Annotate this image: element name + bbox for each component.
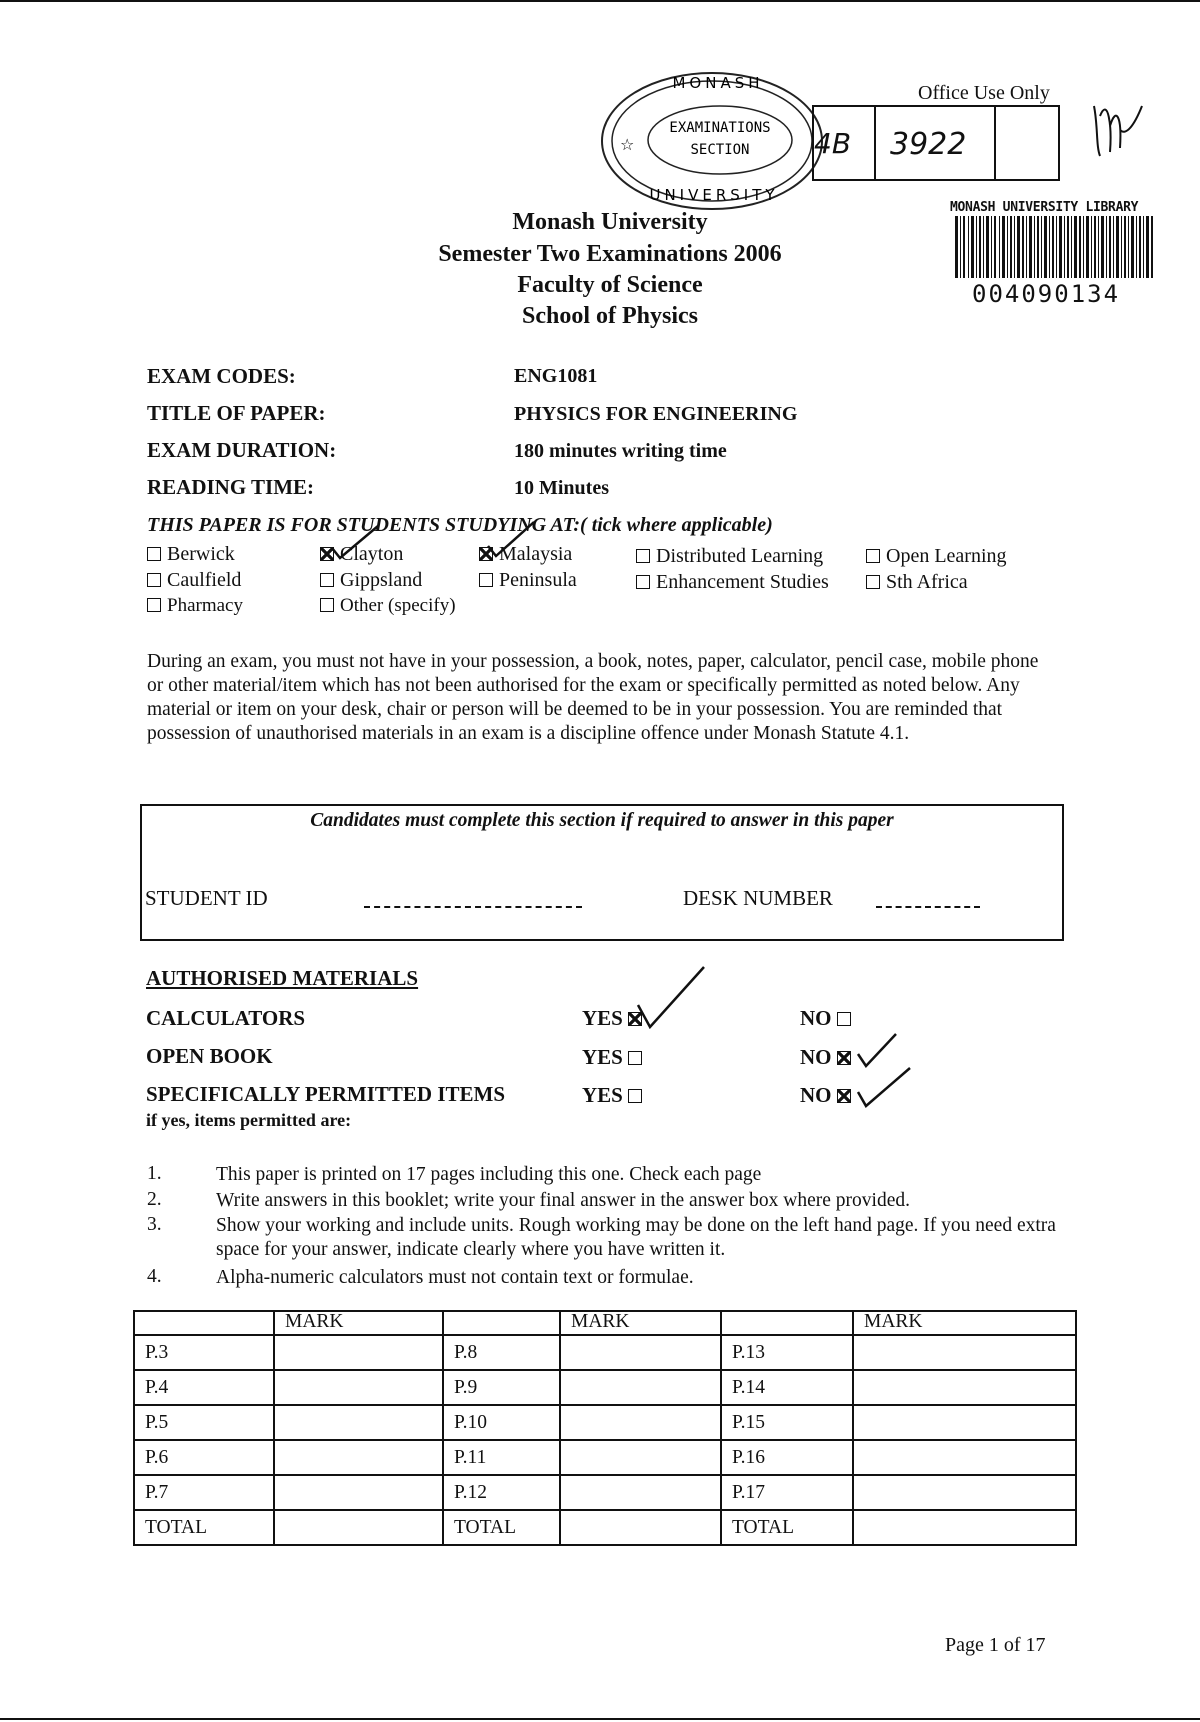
- mark-cell[interactable]: [853, 1405, 1076, 1440]
- exam-codes-label: EXAM CODES:: [147, 364, 296, 388]
- barcode-number: 004090134: [972, 280, 1121, 308]
- campus-gippsland[interactable]: Gippsland: [320, 569, 422, 592]
- campus-sth-africa[interactable]: Sth Africa: [866, 571, 968, 594]
- title-of-paper-value: PHYSICS FOR ENGINEERING: [514, 403, 798, 425]
- table-cell: [443, 1311, 560, 1335]
- mark-header: MARK: [560, 1311, 721, 1335]
- checkbox-icon: [147, 547, 161, 561]
- mark-cell[interactable]: [853, 1335, 1076, 1370]
- table-row: [134, 1335, 1076, 1370]
- stamp-bottom-text: UNIVERSITY: [649, 186, 779, 204]
- calculators-yes[interactable]: YES: [582, 1006, 648, 1031]
- handwritten-tick-icon: [636, 965, 706, 1029]
- office-code-2: 3922: [890, 127, 967, 162]
- page-label: P.7: [134, 1475, 274, 1510]
- mark-cell[interactable]: [274, 1440, 443, 1475]
- office-use-box: [812, 105, 1060, 181]
- mark-cell[interactable]: [560, 1335, 721, 1370]
- page-number: Page 1 of 17: [945, 1634, 1046, 1656]
- checkbox-icon: [837, 1012, 851, 1026]
- handwritten-tick-icon: [856, 1032, 898, 1068]
- table-row: [134, 1370, 1076, 1405]
- mark-cell[interactable]: [853, 1475, 1076, 1510]
- mark-cell[interactable]: [274, 1510, 443, 1545]
- permitted-items-note: if yes, items permitted are:: [146, 1110, 352, 1130]
- specifically-permitted-label: SPECIFICALLY PERMITTED ITEMS: [146, 1082, 506, 1106]
- marks-table: [133, 1310, 1077, 1546]
- page-label: P.8: [443, 1335, 560, 1370]
- instruction-number: 3.: [147, 1214, 162, 1235]
- exam-duration-label: EXAM DURATION:: [147, 438, 337, 462]
- stamp-top-text: MONASH: [672, 74, 764, 92]
- student-id-label: STUDENT ID: [145, 886, 268, 910]
- instruction-text: Alpha-numeric calculators must not contain text or formulae.: [216, 1267, 694, 1288]
- mark-cell[interactable]: [853, 1440, 1076, 1475]
- page-label: P.17: [721, 1475, 853, 1510]
- page-label: P.9: [443, 1370, 560, 1405]
- instruction-number: 4.: [147, 1266, 162, 1287]
- authorised-materials-title: AUTHORISED MATERIALS: [146, 966, 419, 990]
- open-book-no[interactable]: NO: [800, 1045, 857, 1070]
- total-label: TOTAL: [721, 1510, 853, 1545]
- mark-cell[interactable]: [560, 1510, 721, 1545]
- specifically-permitted-yes[interactable]: YES: [582, 1083, 648, 1108]
- mark-cell[interactable]: [560, 1440, 721, 1475]
- instruction-text: This paper is printed on 17 pages including this one. Check each page: [216, 1164, 762, 1185]
- page-label: P.16: [721, 1440, 853, 1475]
- checkbox-icon: [147, 573, 161, 587]
- checkbox-icon: [628, 1089, 642, 1103]
- mark-header: MARK: [274, 1311, 443, 1335]
- page-label: P.15: [721, 1405, 853, 1440]
- checkbox-icon: [628, 1051, 642, 1065]
- applicability-heading: THIS PAPER IS FOR STUDENTS STUDYING AT:( tick where applicable): [147, 514, 773, 536]
- campus-open-learning[interactable]: Open Learning: [866, 545, 1007, 568]
- mark-cell[interactable]: [274, 1405, 443, 1440]
- mark-cell[interactable]: [274, 1475, 443, 1510]
- page-label: P.4: [134, 1370, 274, 1405]
- barcode-icon: [955, 216, 1155, 278]
- campus-pharmacy[interactable]: Pharmacy: [147, 595, 243, 617]
- stamp-center-line1: EXAMINATIONS: [669, 120, 771, 136]
- handwritten-tick-icon: [486, 520, 536, 558]
- page-label: P.12: [443, 1475, 560, 1510]
- handwritten-initials-icon: [1086, 86, 1152, 166]
- library-label: MONASH UNIVERSITY LIBRARY: [950, 200, 1139, 215]
- instruction-text: Write answers in this booklet; write your final answer in the answer box where provided.: [216, 1190, 910, 1211]
- checkbox-icon: [866, 575, 880, 589]
- calculators-no[interactable]: NO: [800, 1006, 857, 1031]
- specifically-permitted-no[interactable]: NO: [800, 1083, 857, 1108]
- calculators-label: CALCULATORS: [146, 1006, 306, 1030]
- mark-cell[interactable]: [274, 1370, 443, 1405]
- open-book-yes[interactable]: YES: [582, 1045, 648, 1070]
- mark-cell[interactable]: [853, 1510, 1076, 1545]
- candidate-section-heading: Candidates must complete this section if required to answer in this paper: [310, 810, 894, 831]
- desk-number-field[interactable]: [876, 906, 980, 908]
- handwritten-tick-icon: [330, 524, 380, 560]
- instruction-number: 2.: [147, 1189, 162, 1210]
- mark-cell[interactable]: [560, 1405, 721, 1440]
- checkbox-icon: [636, 575, 650, 589]
- stamp-center-line2: SECTION: [690, 142, 750, 158]
- page-label: P.11: [443, 1440, 560, 1475]
- table-row: [134, 1440, 1076, 1475]
- possession-notice: During an exam, you must not have in your possession, a book, notes, paper, calculator, pencil case, mobile phone or other material/item which has not been authorised for the exam or specifically permitted as noted below. Any material or item on your desk, chair or person will be deemed to be in your possession. You are reminded that possession of unauthorised materials in an exam is a discipline offence under Monash Statute 4.1.: [147, 651, 1039, 744]
- table-cell: [134, 1311, 274, 1335]
- checkbox-icon: [147, 598, 161, 612]
- checkbox-icon: [320, 598, 334, 612]
- exam-codes-value: ENG1081: [514, 365, 598, 387]
- page-label: P.13: [721, 1335, 853, 1370]
- mark-cell[interactable]: [560, 1475, 721, 1510]
- instruction-text: Show your working and include units. Rough working may be done on the left hand page. If you need extra space for your answer, indicate clearly where you have written it.: [216, 1215, 1056, 1260]
- campus-distributed-learning[interactable]: Distributed Learning: [636, 545, 823, 568]
- campus-clayton[interactable]: Clayton: [320, 543, 403, 566]
- exam-session: Semester Two Examinations 2006: [438, 241, 782, 267]
- total-label: TOTAL: [134, 1510, 274, 1545]
- school-name: School of Physics: [521, 303, 698, 329]
- faculty-name: Faculty of Science: [517, 272, 703, 298]
- table-row: [134, 1475, 1076, 1510]
- table-row: [134, 1311, 1076, 1335]
- top-border: [0, 0, 1200, 2]
- mark-header: MARK: [853, 1311, 1076, 1335]
- page-label: P.10: [443, 1405, 560, 1440]
- checked-checkbox-icon: [837, 1089, 851, 1103]
- mark-cell[interactable]: [274, 1335, 443, 1370]
- reading-time-value: 10 Minutes: [514, 477, 609, 499]
- office-code-1: 4B: [814, 127, 852, 160]
- campus-enhancement-studies[interactable]: Enhancement Studies: [636, 571, 829, 594]
- campus-peninsula[interactable]: Peninsula: [479, 569, 577, 592]
- total-label: TOTAL: [443, 1510, 560, 1545]
- page-label: P.3: [134, 1335, 274, 1370]
- page-label: P.5: [134, 1405, 274, 1440]
- checkbox-icon: [636, 549, 650, 563]
- campus-malaysia[interactable]: Malaysia: [479, 543, 572, 566]
- reading-time-label: READING TIME:: [147, 475, 315, 499]
- title-of-paper-label: TITLE OF PAPER:: [147, 401, 326, 425]
- office-use-label: Office Use Only: [918, 82, 1050, 104]
- handwritten-tick-icon: [856, 1066, 912, 1108]
- campus-caulfield[interactable]: Caulfield: [147, 569, 241, 592]
- examinations-stamp: [596, 66, 828, 216]
- bottom-border: [0, 1718, 1200, 1720]
- star-icon: ☆: [620, 135, 635, 154]
- checkbox-icon: [320, 573, 334, 587]
- mark-cell[interactable]: [853, 1370, 1076, 1405]
- student-id-field[interactable]: [364, 906, 582, 908]
- page-label: P.14: [721, 1370, 853, 1405]
- instruction-number: 1.: [147, 1163, 162, 1184]
- campus-berwick[interactable]: Berwick: [147, 543, 235, 566]
- campus-other[interactable]: Other (specify): [320, 595, 456, 617]
- table-row: [134, 1510, 1076, 1545]
- open-book-label: OPEN BOOK: [146, 1044, 273, 1068]
- checkbox-icon: [479, 573, 493, 587]
- desk-number-label: DESK NUMBER: [683, 886, 833, 910]
- checked-checkbox-icon: [837, 1051, 851, 1065]
- mark-cell[interactable]: [560, 1370, 721, 1405]
- table-row: [134, 1405, 1076, 1440]
- table-cell: [721, 1311, 853, 1335]
- university-name: Monash University: [512, 209, 708, 235]
- page-label: P.6: [134, 1440, 274, 1475]
- exam-duration-value: 180 minutes writing time: [514, 440, 727, 462]
- checkbox-icon: [866, 549, 880, 563]
